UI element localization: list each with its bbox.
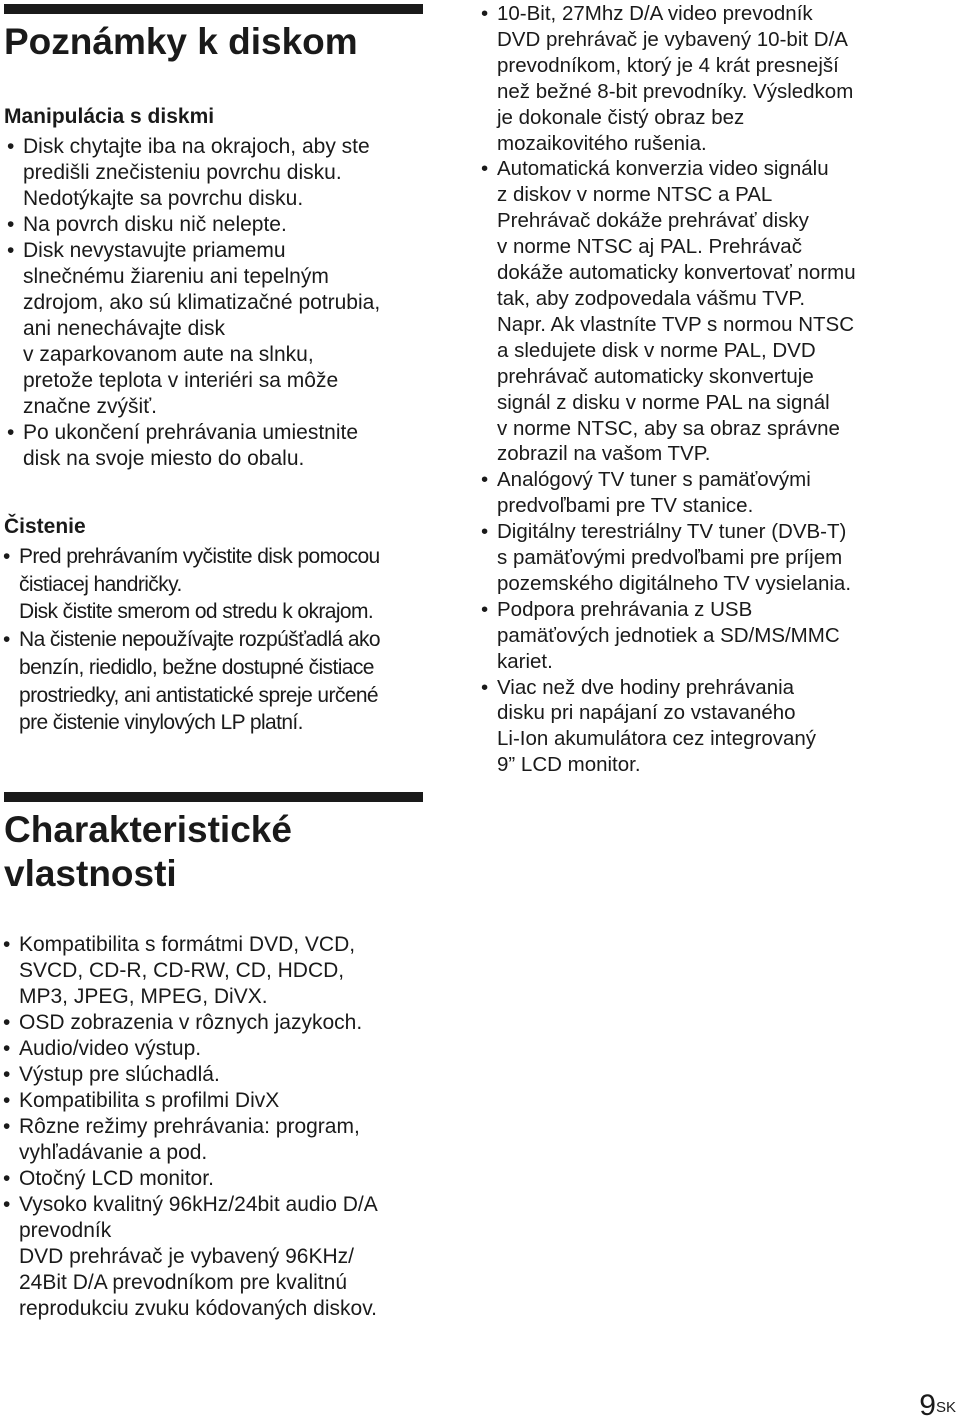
features-list-right: [478, 1, 948, 778]
page-number: [919, 1390, 956, 1422]
list-item: • Automatická konverzia video signálu z diskov v norme NTSC a PAL Prehrávač dokáže prehrávať disky v norme NTSC aj PAL. Prehrávač dokáže automaticky konvertovať normu tak, aby zodpovedala vášmu TVP. Napr. Ak vlastníte TVP s normou NTSC a sledujete disk v norme PAL, DVD prehrávač automaticky skonvertuje signál z disku v norme PAL na signál v norme NTSC, aby sa obraz správne zobrazil na vašom TVP.: [478, 156, 948, 467]
list-item: • Kompatibilita s profilmi DivX: [0, 1088, 440, 1114]
list-item: • Otočný LCD monitor.: [0, 1166, 440, 1192]
list-item: • Podpora prehrávania z USB pamäťových jednotiek a SD/MS/MMC kariet.: [478, 597, 948, 675]
cleaning-list: [0, 543, 440, 737]
section-rule-notes: [4, 4, 423, 14]
section-rule-features: [4, 792, 423, 802]
list-item: • Po ukončení prehrávania umiestnite disk na svoje miesto do obalu.: [4, 420, 434, 472]
list-item: • Na čistenie nepoužívajte rozpúšťadlá ako benzín, riedidlo, bežne dostupné čistiace prostriedky, ani antistatické spreje určené pre čistenie vinylových LP platní.: [0, 626, 440, 737]
handling-list: [4, 134, 434, 472]
list-item: • OSD zobrazenia v rôznych jazykoch.: [0, 1010, 440, 1036]
list-item: • Digitálny terestriálny TV tuner (DVB-T) s pamäťovými predvoľbami pre príjem pozemského digitálneho TV vysielania.: [478, 519, 948, 597]
page-number-value: 9: [919, 1389, 936, 1422]
handling-heading: Manipulácia s diskmi: [4, 105, 215, 128]
list-item: • Rôzne režimy prehrávania: program, vyhľadávanie a pod.: [0, 1114, 440, 1166]
notes-title: Poznámky k diskom: [4, 21, 358, 62]
list-item: • Na povrch disku nič nelepte.: [4, 212, 434, 238]
list-item: • 10-Bit, 27Mhz D/A video prevodník DVD prehrávač je vybavený 10-bit D/A prevodníkom, ktorý je 4 krát presnejší než bežné 8-bit prevodníky. Výsledkom je dokonale čistý obraz bez mozaikovitého rušenia.: [478, 1, 948, 156]
features-list-left: [0, 932, 440, 1322]
list-item: • Vysoko kvalitný 96kHz/24bit audio D/A prevodník DVD prehrávač je vybavený 96KHz/ 24Bit D/A prevodníkom pre kvalitnú reprodukciu zvuku kódovaných diskov.: [0, 1192, 440, 1322]
features-title: Charakteristické vlastnosti: [4, 809, 292, 894]
list-item: • Audio/video výstup.: [0, 1036, 440, 1062]
list-item: • Disk nevystavujte priamemu slnečnému žiareniu ani tepelným zdrojom, ako sú klimatizačné potrubia, ani nenechávajte disk v zaparkovanom aute na slnku, pretože teplota v interiéri sa môže značne zvýšiť.: [4, 238, 434, 420]
list-item: • Pred prehrávaním vyčistite disk pomocou čistiacej handričky. Disk čistite smerom od stredu k okrajom.: [0, 543, 440, 626]
list-item: • Kompatibilita s formátmi DVD, VCD, SVCD, CD-R, CD-RW, CD, HDCD, MP3, JPEG, MPEG, DiVX.: [0, 932, 440, 1010]
list-item: • Analógový TV tuner s pamäťovými predvoľbami pre TV stanice.: [478, 467, 948, 519]
cleaning-heading: Čistenie: [4, 515, 86, 538]
page-language-code: SK: [935, 1399, 956, 1416]
list-item: • Disk chytajte iba na okrajoch, aby ste predišli znečisteniu povrchu disku. Nedotýkajte sa povrchu disku.: [4, 134, 434, 212]
list-item: • Výstup pre slúchadlá.: [0, 1062, 440, 1088]
list-item: • Viac než dve hodiny prehrávania disku pri napájaní zo vstavaného Li-Ion akumulátora cez integrovaný 9” LCD monitor.: [478, 675, 948, 779]
